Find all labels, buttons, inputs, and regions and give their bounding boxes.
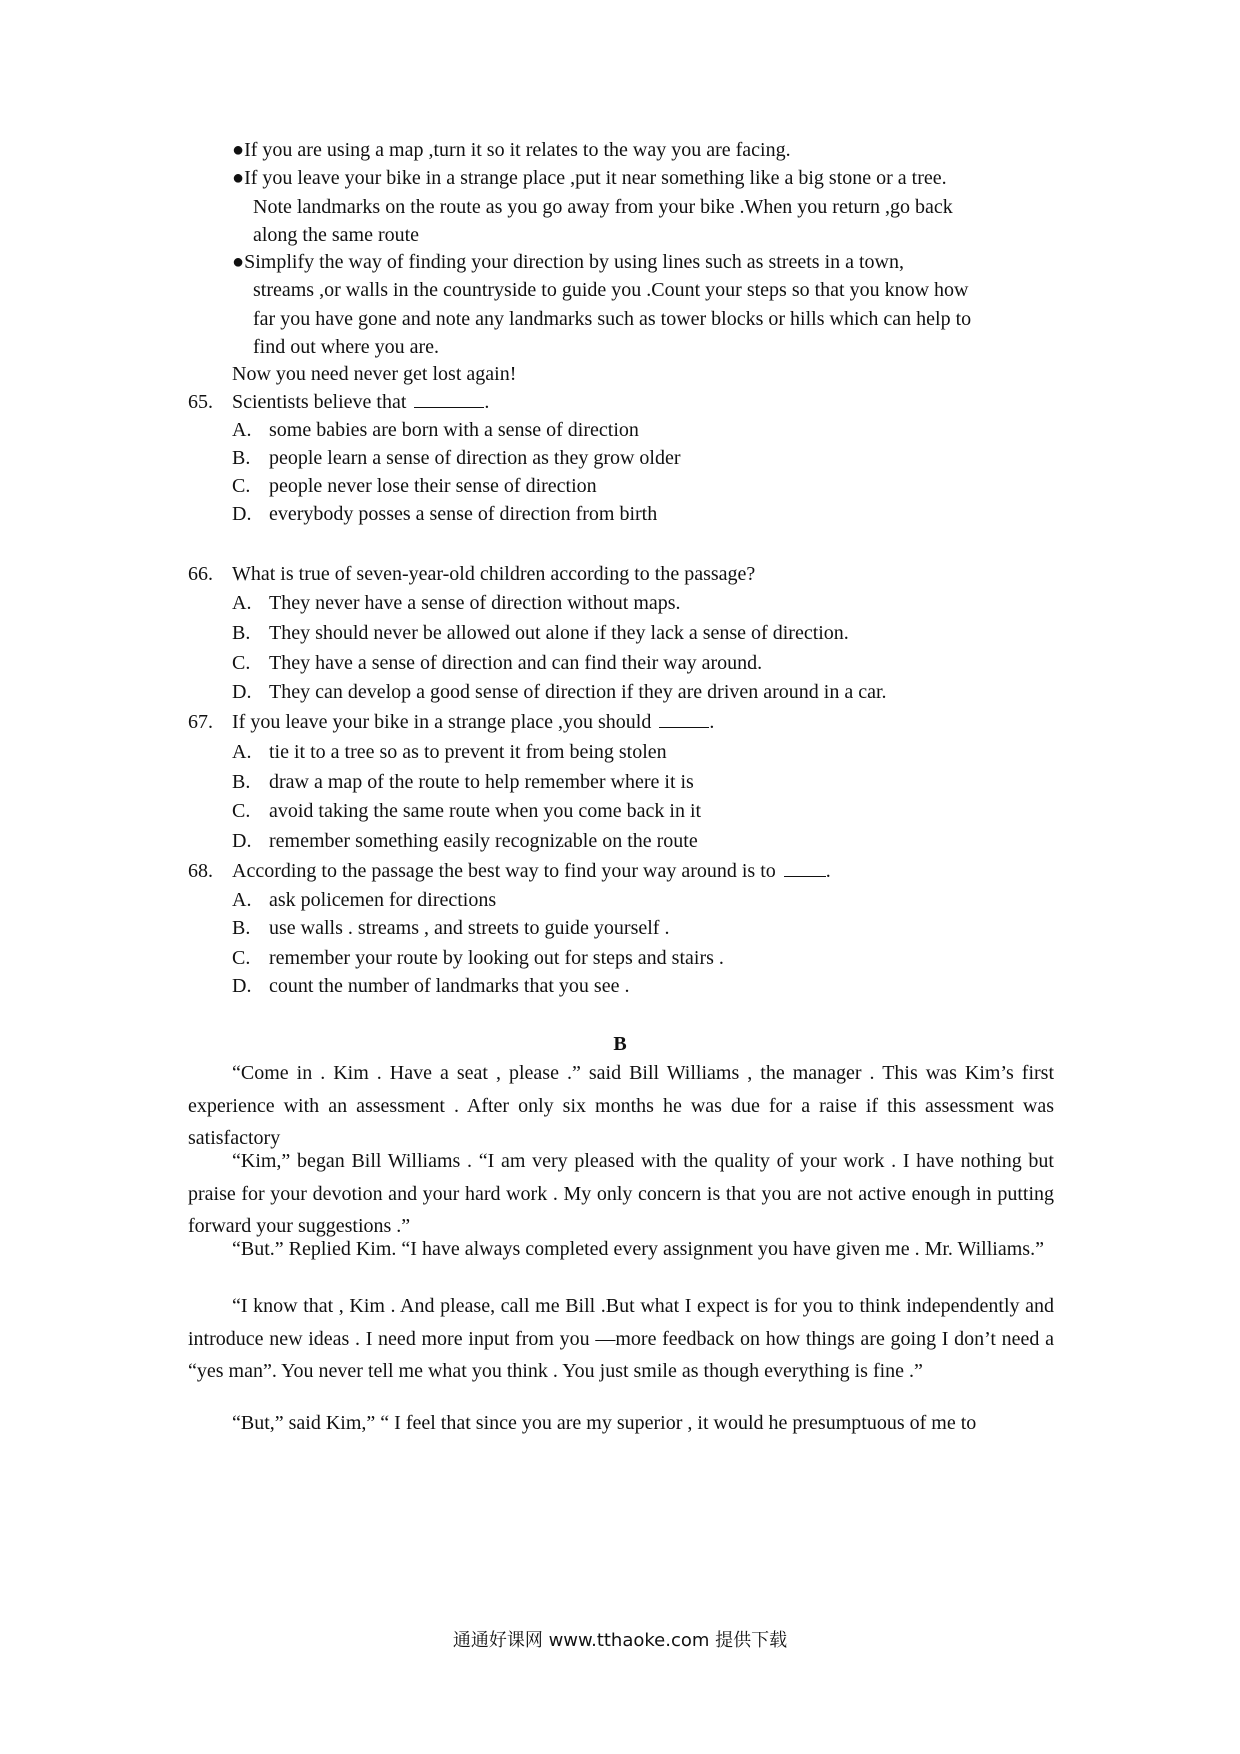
question-67-stem: If you leave your bike in a strange place ,you should . xyxy=(232,711,715,733)
question-66-option-d: D. They can develop a good sense of direction if they are driven around in a car. xyxy=(232,681,887,703)
tip-2-line-1: ●If you leave your bike in a strange place ,put it near something like a big stone or a tree. xyxy=(232,167,947,189)
question-65-option-a: A. some babies are born with a sense of direction xyxy=(232,419,639,441)
question-65-option-c: C. people never lose their sense of direction xyxy=(232,475,597,497)
tip-2-line-2: Note landmarks on the route as you go away from your bike .When you return ,go back xyxy=(253,196,953,218)
passage-paragraph-1: “Come in . Kim . Have a seat , please .” said Bill Williams , the manager . This was Kim’s first experience with an assessment . After only six months he was due for a raise if this assessment was satisfactory xyxy=(188,1062,1054,1150)
question-65-stem: Scientists believe that . xyxy=(232,391,490,413)
section-heading: B xyxy=(613,1033,627,1055)
question-67-option-a: A. tie it to a tree so as to prevent it from being stolen xyxy=(232,741,667,763)
question-68-stem: According to the passage the best way to find your way around is to . xyxy=(232,860,831,882)
question-65-number: 65. xyxy=(188,391,213,413)
answer-blank xyxy=(784,858,826,877)
question-68-option-c: C. remember your route by looking out for steps and stairs . xyxy=(232,947,724,969)
question-66-option-b: B. They should never be allowed out alone if they lack a sense of direction. xyxy=(232,622,849,644)
question-65-option-b: B. people learn a sense of direction as they grow older xyxy=(232,447,681,469)
question-66-stem: What is true of seven-year-old children according to the passage? xyxy=(232,563,756,585)
tip-1-line-1: ●If you are using a map ,turn it so it relates to the way you are facing. xyxy=(232,139,791,161)
answer-blank xyxy=(414,389,484,408)
question-66-option-c: C. They have a sense of direction and can find their way around. xyxy=(232,652,763,674)
question-68-number: 68. xyxy=(188,860,213,882)
question-66-option-a: A. They never have a sense of direction without maps. xyxy=(232,592,681,614)
question-67-option-b: B. draw a map of the route to help remember where it is xyxy=(232,771,694,793)
tip-3-line-4: find out where you are. xyxy=(253,336,440,358)
question-67-option-d: D. remember something easily recognizable on the route xyxy=(232,830,698,852)
question-65-option-d: D. everybody posses a sense of direction from birth xyxy=(232,503,658,525)
tip-3-line-1: ●Simplify the way of finding your direction by using lines such as streets in a town, xyxy=(232,251,904,273)
tip-3-line-3: far you have gone and note any landmarks such as tower blocks or hills which can help to xyxy=(253,308,972,330)
tip-3-line-2: streams ,or walls in the countryside to guide you .Count your steps so that you know how xyxy=(253,279,969,301)
passage-paragraph-5: “But,” said Kim,” “ I feel that since you are my superior , it would he presumptuous of me to xyxy=(232,1412,977,1434)
question-68-option-d: D. count the number of landmarks that you see . xyxy=(232,975,630,997)
answer-blank xyxy=(659,709,709,728)
question-67-option-c: C. avoid taking the same route when you come back in it xyxy=(232,800,702,822)
tip-2-line-3: along the same route xyxy=(253,224,420,246)
question-66-number: 66. xyxy=(188,563,213,585)
passage-paragraph-3: “But.” Replied Kim. “I have always completed every assignment you have given me . Mr. Williams.” xyxy=(232,1238,1044,1260)
passage-paragraph-2: “Kim,” began Bill Williams . “I am very pleased with the quality of your work . I have nothing but praise for your devotion and your hard work . My only concern is that you are not active enough in putting forward your suggestions .” xyxy=(188,1150,1054,1238)
question-68-option-b: B. use walls . streams , and streets to guide yourself . xyxy=(232,917,670,939)
question-68-option-a: A. ask policemen for directions xyxy=(232,889,497,911)
question-67-number: 67. xyxy=(188,711,213,733)
passage-paragraph-4: “I know that , Kim . And please, call me Bill .But what I expect is for you to think independently and introduce new ideas . I need more input from you —more feedback on how things are going I don’t need a “yes man”. You never tell me what you think . You just smile as though everything is fine .” xyxy=(188,1295,1054,1383)
page-footer: 通通好课网 www.tthaoke.com 提供下载 xyxy=(452,1630,788,1651)
closing-line: Now you need never get lost again! xyxy=(232,363,517,385)
